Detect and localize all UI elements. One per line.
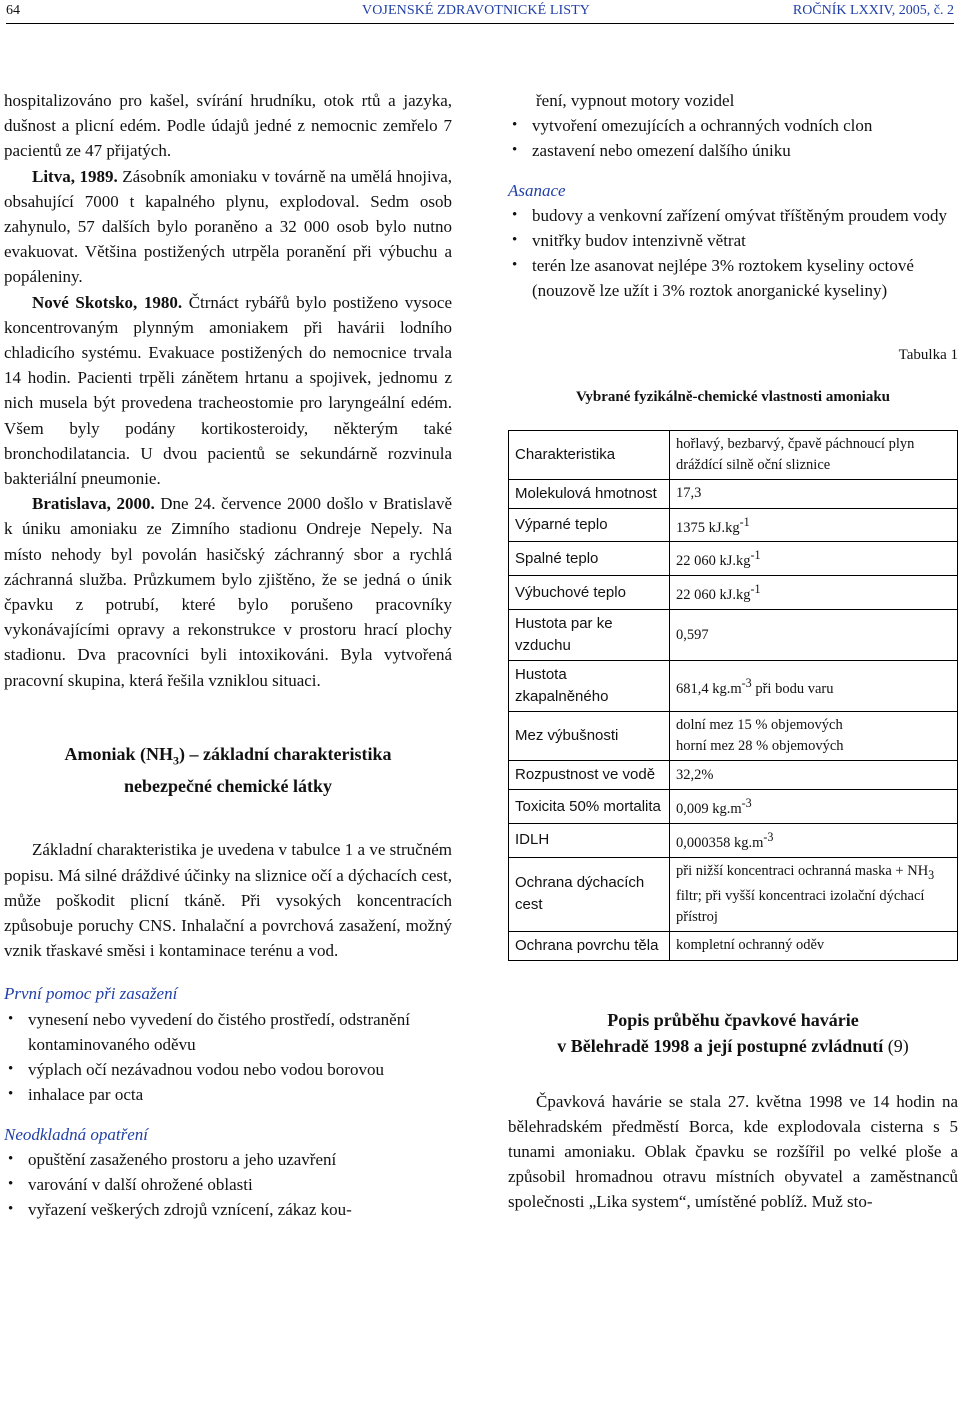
- asanace-heading: Asanace: [508, 180, 566, 200]
- paragraph-text: Dne 24. července 2000 došlo v Bratislavě k úniku amoniaku ze Zimního stadionu Ondreje Nepely. Na místo nehody byl povolán hasičský záchranný sbor a rychlá záchranná služba. Průzkumem bylo zjištěno, že se jedná o únik čpavku z potrubí, které bylo porušeno pracovníky vykonávajícími opravy a rekonstrukce v prostoru hrací plochy stadionu. Dva pracovníci byli intoxikováni. Byla vytvořená pracovní skupina, která řešila vzniklou situaci.: [4, 494, 452, 690]
- place-date-heading: Litva, 1989.: [32, 166, 118, 186]
- table-value: kompletní ochranný oděv: [670, 931, 958, 960]
- right-column: [508, 88, 958, 1215]
- value-text: 1375 kJ.kg: [676, 519, 740, 536]
- table-row: [509, 430, 958, 479]
- value-sup: -1: [739, 514, 750, 529]
- value-text: 22 060 kJ.kg: [676, 587, 751, 604]
- left-column: [4, 88, 452, 1222]
- table-caption: Tabulka 1: [898, 346, 958, 363]
- list-item: • vytvoření omezujících a ochranných vodních clon: [508, 113, 958, 138]
- table-value: hořlavý, bezbarvý, čpavě páchnoucí plyn dráždící silně oční sliznice: [670, 430, 958, 479]
- value-text: při bodu varu: [751, 680, 834, 697]
- value-text: 0,009 kg.m: [676, 800, 742, 817]
- title-part: ) – základní charakteristika: [179, 743, 392, 764]
- table-key: IDLH: [509, 823, 670, 857]
- table-row: [509, 931, 958, 960]
- table-key: Hustota zkapalněného: [509, 661, 670, 712]
- list-item: • terén lze asanovat nejlépe 3% roztokem kyseliny octové (nouzově lze užít i 3% roztok anorganické kyseliny): [508, 253, 958, 303]
- table-value: [670, 576, 958, 610]
- table-key: Rozpustnost ve vodě: [509, 761, 670, 790]
- list-item: • výplach očí nezávadnou vodou nebo vodou borovou: [4, 1057, 452, 1082]
- table-key: Charakteristika: [509, 430, 670, 479]
- section-title-amoniak: [4, 741, 452, 800]
- list-item: • vnitřky budov intenzivně větrat: [508, 228, 958, 253]
- value-sub: 3: [928, 867, 935, 882]
- list-item: • budovy a venkovní zařízení omývat tříštěným proudem vody: [508, 203, 958, 228]
- table-value: 32,2%: [670, 761, 958, 790]
- first-aid-list: [4, 1007, 452, 1108]
- list-item: • inhalace par octa: [4, 1082, 452, 1107]
- table-value: [670, 712, 958, 761]
- table-value: [670, 661, 958, 712]
- paragraph-text: Zásobník amoniaku v továrně na umělá hnojiva, obsahující 7000 t kapalného plynu, explodoval. Sedm osob zahynulo, 57 dalších bylo poraněno a 32 000 osob bylo nutno evakuovat. Většina postižených utrpěla poranění při výbuchu a popáleniny.: [4, 166, 452, 287]
- table-row: [509, 761, 958, 790]
- value-text: dolní mez 15 % objemových: [676, 717, 843, 734]
- value-sup: -3: [741, 796, 752, 811]
- value-text: při nižší koncentraci ochranná maska + NH: [676, 862, 929, 879]
- header-rule: [6, 23, 954, 24]
- value-text: 0,000358 kg.m: [676, 834, 764, 851]
- table-key: Toxicita 50% mortalita: [509, 790, 670, 824]
- journal-title: VOJENSKÉ ZDRAVOTNICKÉ LISTY: [362, 3, 590, 18]
- section-title-belehrad: [508, 1007, 958, 1059]
- reference-number: (9): [883, 1035, 909, 1056]
- table-row: [509, 479, 958, 508]
- title-part: nebezpečné chemické látky: [124, 776, 332, 797]
- table-key: Molekulová hmotnost: [509, 479, 670, 508]
- table-key: Výbuchové teplo: [509, 576, 670, 610]
- properties-table: [508, 430, 958, 961]
- paragraph-continuation: hospitalizováno pro kašel, svírání hrudníku, otok rtů a jazyka, dušnost a plicní edém. Podle údajů jedné z nemocnic zemřelo 7 pacientů ze 47 přijatých.: [4, 91, 452, 161]
- list-item: • zastavení nebo omezení dalšího úniku: [508, 138, 958, 163]
- asanace-list: [508, 203, 958, 304]
- table-row: [509, 661, 958, 712]
- table-row: [509, 576, 958, 610]
- belehrad-paragraph: Čpavková havárie se stala 27. května 1998 ve 14 hodin na bělehradském předměstí Borca, kde explodovala cisterna s 5 tunami amoniaku. Oblak čpavku se rozšířil po velké ploše a způsobil hromadnou otravu místních obyvatel a zaměstnanců společnosti „Lika system“, umístěné poblíž. Muž sto-: [508, 1091, 958, 1212]
- value-text: 681,4 kg.m: [676, 680, 742, 697]
- table-key: Spalné teplo: [509, 542, 670, 576]
- title-subscript: 3: [173, 753, 179, 768]
- table-key: Ochrana dýchacích cest: [509, 857, 670, 931]
- table-value: [670, 823, 958, 857]
- table-row: [509, 712, 958, 761]
- table-value: [670, 857, 958, 931]
- paragraph-litva: [4, 164, 452, 290]
- table-value: 0,597: [670, 610, 958, 661]
- table-value: [670, 508, 958, 542]
- table-key: Hustota par ke vzduchu: [509, 610, 670, 661]
- first-aid-heading: První pomoc při zasažení: [4, 984, 178, 1004]
- table-value: 17,3: [670, 479, 958, 508]
- urgent-measures-list: [4, 1147, 452, 1223]
- table-key: Ochrana povrchu těla: [509, 931, 670, 960]
- urgent-measures-heading: Neodkladná opatření: [4, 1124, 149, 1144]
- value-text: horní mez 28 % objemových: [676, 738, 844, 755]
- value-sup: -3: [741, 675, 752, 690]
- paragraph-nove-skotsko: [4, 290, 452, 492]
- table-row: [509, 790, 958, 824]
- table-key: Výparné teplo: [509, 508, 670, 542]
- value-text: 22 060 kJ.kg: [676, 553, 751, 570]
- table-value: [670, 542, 958, 576]
- list-item: • varování v další ohrožené oblasti: [4, 1172, 452, 1197]
- table-key: Mez výbušnosti: [509, 712, 670, 761]
- place-date-heading: Nové Skotsko, 1980.: [32, 292, 183, 312]
- table-row: [509, 857, 958, 931]
- table-value: [670, 790, 958, 824]
- measures-list-cont: [508, 113, 958, 163]
- table-title: Vybrané fyzikálně-chemické vlastnosti amoniaku: [575, 388, 891, 405]
- table-row: [509, 610, 958, 661]
- title-part: Amoniak (NH: [64, 743, 173, 764]
- value-sup: -1: [750, 548, 761, 563]
- list-item: • vynesení nebo vyvedení do čistého prostředí, odstranění kontaminovaného oděvu: [4, 1007, 452, 1057]
- table-row: [509, 542, 958, 576]
- title-part: v Bělehradě 1998 a její postupné zvládnutí: [557, 1035, 884, 1056]
- running-header: [6, 0, 954, 22]
- table-row: [509, 508, 958, 542]
- intro-paragraph: Základní charakteristika je uvedena v tabulce 1 a ve stručném popisu. Má silné dráždivé účinky na sliznice očí a dýchacích cest, může poškodit plicní tkáně. Při vysokých koncentracích způsobuje poruchy CNS. Inhalační a povrchová zasažení, možný vznik třaskavé směsi i kontaminace terénu a vod.: [4, 840, 452, 961]
- value-sup: -1: [750, 582, 761, 597]
- value-text: filtr; při vyšší koncentraci izolační dýchací přístroj: [676, 887, 925, 925]
- list-item: • opuštění zasaženého prostoru a jeho uzavření: [4, 1147, 452, 1172]
- place-date-heading: Bratislava, 2000.: [32, 494, 155, 514]
- paragraph-text: Čtrnáct rybářů bylo postiženo vysoce koncentrovaným plynným amoniakem při havárii lodního chladicího systému. Evakuace postižených do nemocnice trvala 14 hodin. Pacienti trpěli zánětem hrtanu a spojivek, jednomu z nich musela být provedena tracheostomie pro laryngeální edém. Všem byly podány kortikosteroidy, některým také bronchodilatancia. U dvou pacientů se sekundárně rozvinula bakteriální pneumonie.: [4, 292, 452, 489]
- list-item: • vyřazení veškerých zdrojů vznícení, zákaz kou-: [4, 1197, 452, 1222]
- page-number: 64: [6, 3, 20, 18]
- value-sup: -3: [763, 829, 774, 844]
- list-continuation: ření, vypnout motory vozidel: [536, 91, 735, 110]
- volume-info: ROČNÍK LXXIV, 2005, č. 2: [792, 3, 954, 18]
- paragraph-bratislava: [4, 491, 452, 693]
- title-part: Popis průběhu čpavkové havárie: [607, 1009, 859, 1030]
- table-row: [509, 823, 958, 857]
